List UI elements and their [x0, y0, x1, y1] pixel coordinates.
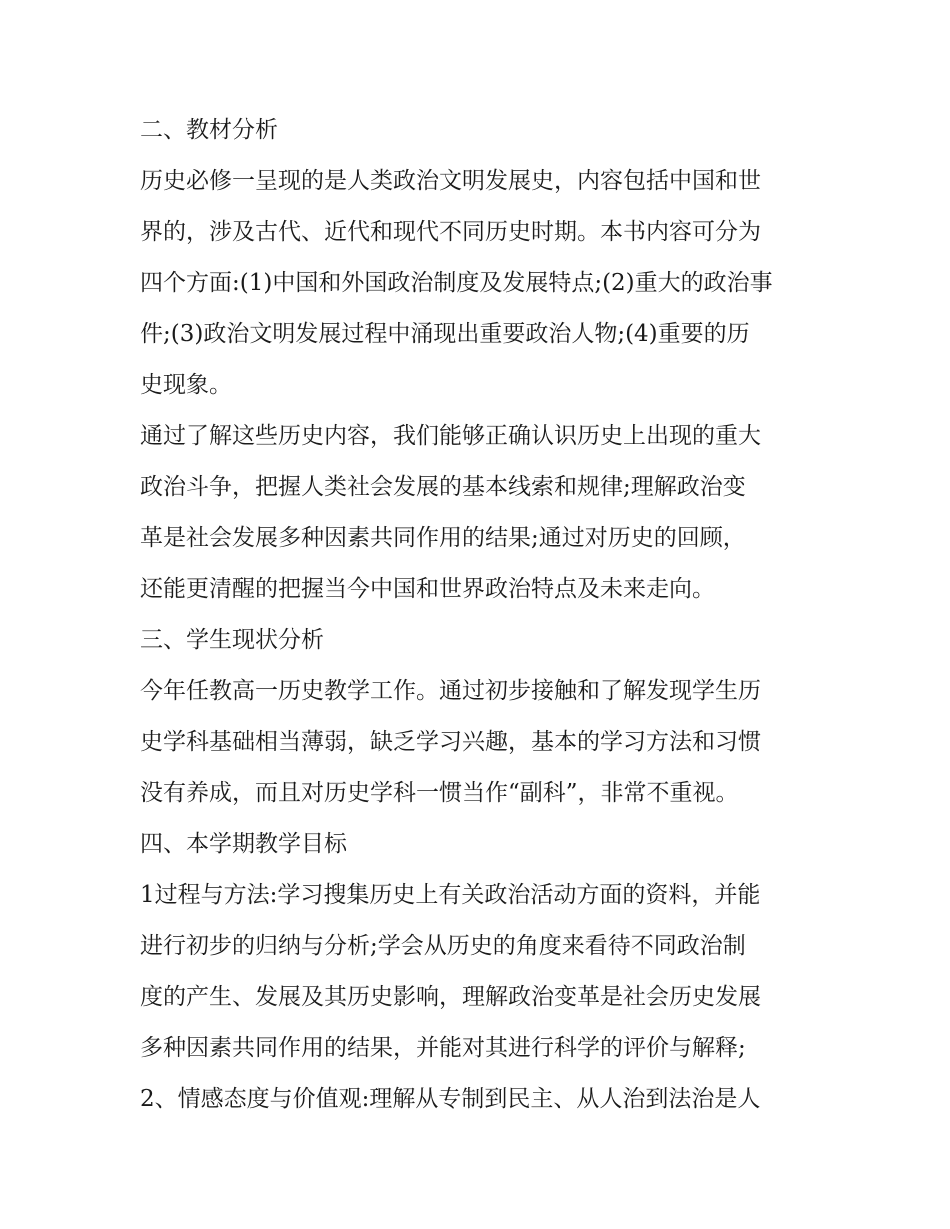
paragraph-line: 通过了解这些历史内容，我们能够正确认识历史上出现的重大: [140, 423, 761, 449]
paragraph-line: 政治斗争，把握人类社会发展的基本线索和规律;理解政治变: [140, 474, 746, 500]
paragraph-line: 史学科基础相当薄弱，缺乏学习兴趣，基本的学习方法和习惯: [140, 729, 761, 755]
paragraph-line: 四个方面:(1)中国和外国政治制度及发展特点;(2)重大的政治事: [140, 270, 773, 296]
paragraph-line: 件;(3)政治文明发展过程中涌现出重要政治人物;(4)重要的历: [140, 321, 750, 347]
paragraph-line: 史现象。: [140, 372, 232, 398]
paragraph-line: 历史必修一呈现的是人类政治文明发展史，内容包括中国和世: [140, 168, 761, 194]
paragraph-line: 多种因素共同作用的结果，并能对其进行科学的评价与解释;: [140, 1035, 746, 1061]
paragraph-line: 今年任教高一历史教学工作。通过初步接触和了解发现学生历: [140, 678, 761, 704]
paragraph-line: 没有养成，而且对历史学科一惯当作“副科”，非常不重视。: [140, 780, 739, 806]
paragraph-line: 进行初步的归纳与分析;学会从历史的角度来看待不同政治制: [140, 933, 746, 959]
paragraph-line: 度的产生、发展及其历史影响，理解政治变革是社会历史发展: [140, 984, 761, 1010]
section-heading-textbook-analysis: 二、教材分析: [140, 117, 278, 143]
paragraph-line: 1过程与方法:学习搜集历史上有关政治活动方面的资料，并能: [140, 882, 761, 908]
document-body: [140, 105, 820, 1125]
section-heading-student-status: 三、学生现状分析: [140, 627, 324, 653]
paragraph-line: 界的，涉及古代、近代和现代不同历史时期。本书内容可分为: [140, 219, 761, 245]
paragraph-line: 还能更清醒的把握当今中国和世界政治特点及未来走向。: [140, 576, 715, 602]
paragraph-line: 2、情感态度与价值观:理解从专制到民主、从人治到法治是人: [140, 1086, 761, 1112]
paragraph-line: 革是社会发展多种因素共同作用的结果;通过对历史的回顾，: [140, 525, 746, 551]
section-heading-teaching-goals: 四、本学期教学目标: [140, 831, 347, 857]
